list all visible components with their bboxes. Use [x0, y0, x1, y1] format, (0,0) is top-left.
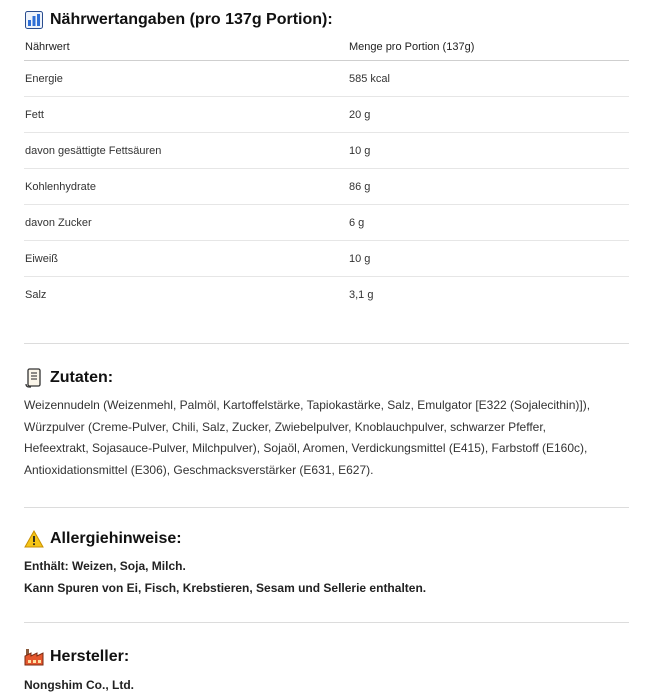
nutrient-name: davon Zucker [25, 216, 92, 229]
section-divider [24, 343, 629, 344]
allergens-contains: Enthält: Weizen, Soja, Milch. [24, 559, 186, 573]
nutrient-amount: 585 kcal [349, 72, 390, 85]
factory-icon [24, 647, 44, 667]
section-divider [24, 622, 629, 623]
table-row [24, 133, 629, 169]
table-header [24, 34, 629, 61]
ingredients-line: Würzpulver (Creme-Pulver, Chili, Salz, Zucker, Zwiebelpulver, Knoblauchpulver, schwarzer Pfeffer, [24, 419, 546, 434]
table-row [24, 277, 629, 313]
nutrient-amount: 10 g [349, 252, 371, 265]
ingredients-title: Zutaten: [50, 369, 114, 386]
nutrient-amount: 3,1 g [349, 289, 374, 301]
ingredients-line: Hefeextrakt, Sojasauce-Pulver, Milchpulver), Sojaöl, Aromen, Verdickungsmittel (E415), Farbstoff (E160c), [24, 441, 588, 455]
manufacturer-name: Nongshim Co., Ltd. [24, 678, 134, 692]
allergens-traces: Kann Spuren von Ei, Fisch, Krebstieren, Sesam und Sellerie enthalten. [24, 580, 427, 595]
manufacturer-title: Hersteller: [50, 648, 130, 665]
table-row [24, 61, 629, 97]
section-divider [24, 507, 629, 508]
table-row [24, 241, 629, 277]
header-nutrient: Nährwert [25, 41, 70, 53]
nutrient-name: davon gesättigte Fettsäuren [25, 144, 162, 157]
nutrition-title: Nährwertangaben (pro 137g Portion): [50, 11, 333, 28]
nutrition-table [24, 34, 629, 313]
ingredients-text [24, 395, 624, 481]
manufacturer-heading [24, 647, 129, 667]
nutrient-amount: 86 g [349, 180, 371, 193]
ingredients-line: Antioxidationsmittel (E306), Geschmacksverstärker (E631, E627). [24, 462, 374, 477]
ingredients-line: Weizennudeln (Weizenmehl, Palmöl, Kartoffelstärke, Tapiokastärke, Salz, Emulgator [E322 (Sojalecithin)]), [24, 398, 591, 412]
table-row [24, 97, 629, 133]
table-row [24, 205, 629, 241]
table-row [24, 169, 629, 205]
nutrient-amount: 20 g [349, 108, 371, 121]
nutrient-name: Kohlenhydrate [25, 180, 96, 193]
allergens-title: Allergiehinweise: [50, 530, 182, 547]
nutrition-heading [24, 10, 333, 30]
nutrient-name: Fett [25, 108, 44, 121]
nutrient-amount: 6 g [349, 216, 365, 229]
header-amount: Menge pro Portion (137g) [349, 41, 475, 53]
bar-chart-icon [24, 10, 44, 30]
nutrient-amount: 10 g [349, 144, 371, 157]
scroll-icon [24, 368, 44, 388]
nutrient-name: Energie [25, 72, 63, 85]
allergens-text [24, 556, 624, 599]
ingredients-heading [24, 368, 113, 388]
warning-icon [24, 529, 44, 549]
nutrient-name: Salz [25, 289, 47, 301]
nutrient-name: Eiweiß [25, 252, 59, 265]
allergens-heading [24, 529, 182, 549]
